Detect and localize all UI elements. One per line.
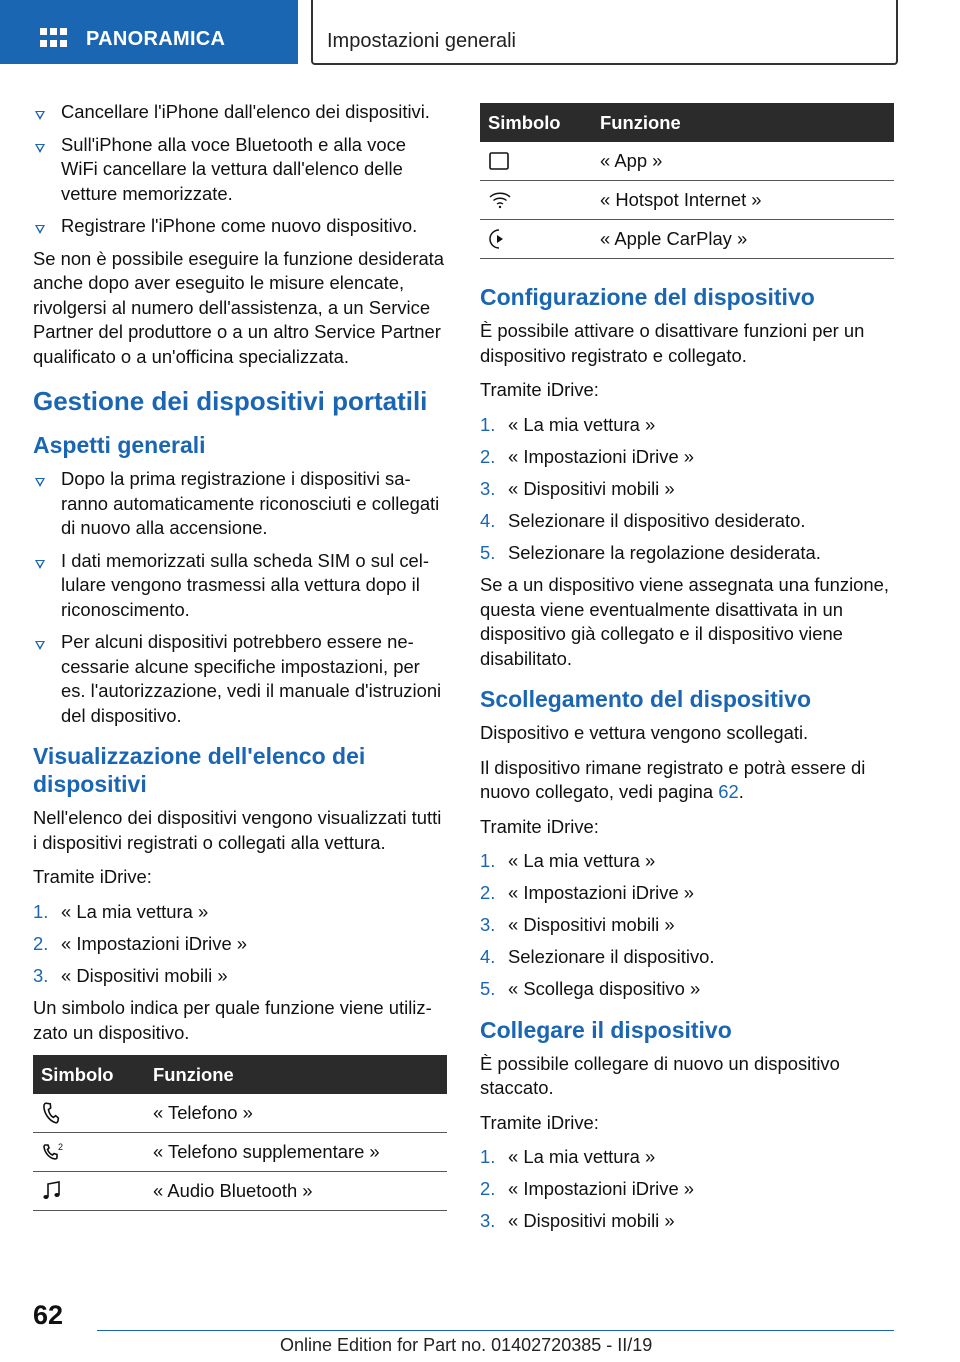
list-item: 1. « La mia vettura » xyxy=(480,850,656,871)
table-row xyxy=(33,1133,447,1172)
configuration-paragraph: È possibile attivare o disattivare funzioni per un dispositivo registrato e collegato. xyxy=(480,320,865,366)
function-cell: « Telefono » xyxy=(149,1094,447,1133)
list-item: 1. « La mia vettura » xyxy=(33,900,209,922)
list-item: 3. « Dispositivi mobili » xyxy=(480,477,675,499)
subheading-connect: Collegare il dispositivo xyxy=(480,1016,732,1043)
wifi-icon xyxy=(480,181,596,220)
section-heading: Gestione dei dispositivi portatili xyxy=(33,386,428,416)
list-item: 3. « Dispositivi mobili » xyxy=(480,1210,675,1231)
list-item: 2. « Impostazioni iDrive » xyxy=(33,932,248,954)
triangle-bullet-icon xyxy=(35,641,45,650)
disconnect-paragraph: Dispositivo e vettura vengono scollegati. xyxy=(480,722,809,743)
list-item: 1. « La mia vettura » xyxy=(480,1146,656,1167)
list-item: Sull'iPhone alla voce Bluetooth e alla voce WiFi cancellare la vettura dall'elenco delle vetture memorizzate. xyxy=(33,133,447,207)
overview-nav-button[interactable] xyxy=(0,0,298,64)
subheading-general: Aspetti generali xyxy=(33,432,206,458)
disconnect-reference-paragraph: Il dispositivo rimane registrato e potrà essere di nuovo collegato, vedi pagina 62. xyxy=(480,756,866,802)
triangle-bullet-icon xyxy=(35,111,45,120)
list-item: 5. Selezionare la regolazione desiderata. xyxy=(480,541,821,563)
left-column xyxy=(33,100,447,1211)
app-icon xyxy=(480,142,596,181)
via-idrive-label: Tramite iDrive: xyxy=(33,866,152,887)
list-item: 2. « Impostazioni iDrive » xyxy=(480,882,695,903)
svg-text:2: 2 xyxy=(58,1142,64,1152)
symbol-table-right xyxy=(480,103,894,259)
page-number: 62 xyxy=(33,1300,64,1330)
via-idrive-label: Tramite iDrive: xyxy=(480,815,599,837)
disconnect-steps xyxy=(480,849,894,1002)
list-item: Dopo la prima registrazione i dispositivi saranno automaticamente riconosciuti e collegati di nuovo alla accensione. xyxy=(33,467,447,541)
table-row xyxy=(480,220,894,259)
via-idrive-label: Tramite iDrive: xyxy=(480,1111,599,1133)
footer-edition: Online Edition for Part no. 01402720385 - II/19 xyxy=(280,1335,653,1355)
triangle-bullet-icon xyxy=(35,478,45,487)
intro-paragraph: Se non è possibile eseguire la funzione desiderata anche dopo aver eseguito le misure elencate, rivolgersi al numero dell'assistenza, a un Service Partner del produttore o a un altro Service Partner qualificato o a un'officina specializzata. xyxy=(33,247,445,367)
via-idrive-label: Tramite iDrive: xyxy=(480,379,599,400)
table-row xyxy=(480,142,894,181)
list-item: 2. « Impostazioni iDrive » xyxy=(480,445,695,467)
device-list-paragraph: Nell'elenco dei dispositivi vengono visualizzati tutti i dispositivi registrati o collegati alla vettura. xyxy=(33,807,442,853)
subheading-configuration: Configurazione del dispositivo xyxy=(480,284,815,310)
grid-menu-icon xyxy=(40,28,68,50)
list-item: Registrare l'iPhone come nuovo dispositivo. xyxy=(33,214,447,239)
function-cell: « Hotspot Internet » xyxy=(596,181,894,220)
section-title-box xyxy=(311,0,898,65)
list-item: 4. Selezionare il dispositivo. xyxy=(480,946,715,967)
list-item: Cancellare l'iPhone dall'elenco dei dispositivi. xyxy=(33,100,447,125)
phone-2-icon xyxy=(33,1133,149,1172)
configuration-note: Se a un dispositivo viene assegnata una funzione, questa viene eventualmente disattivata in un dispositivo già collegato e il dispositivo viene disabilitato. xyxy=(480,574,889,669)
list-item: 5. « Scollega dispositivo » xyxy=(480,978,701,999)
connect-steps xyxy=(480,1145,894,1234)
list-item: Per alcuni dispositivi potrebbero essere necessarie alcune specifiche impostazioni, per es. l'autorizzazione, vedi il manuale d'istruzioni del dispositivo. xyxy=(33,630,447,728)
list-item: 2. « Impostazioni iDrive » xyxy=(480,1178,695,1199)
triangle-bullet-icon xyxy=(35,225,45,234)
right-column xyxy=(480,103,894,1242)
list-item: I dati memorizzati sulla scheda SIM o sul cellulare vengono trasmessi alla vettura dopo il riconoscimento. xyxy=(33,549,447,623)
connect-paragraph: È possibile collegare di nuovo un dispositivo staccato. xyxy=(480,1052,840,1098)
list-item: 4. Selezionare il dispositivo desiderato. xyxy=(480,509,806,531)
carplay-icon xyxy=(480,220,596,259)
intro-bullet-list xyxy=(33,100,447,239)
section-title: Impostazioni generali xyxy=(327,30,516,52)
table-header-function: Funzione xyxy=(596,103,894,142)
music-note-icon xyxy=(33,1172,149,1211)
general-bullet-list xyxy=(33,467,447,728)
table-header-function: Funzione xyxy=(149,1055,447,1094)
function-cell: « Audio Bluetooth » xyxy=(149,1172,447,1211)
function-cell: « Apple CarPlay » xyxy=(596,220,894,259)
list-item: 3. « Dispositivi mobili » xyxy=(33,964,228,986)
page-header xyxy=(0,0,960,66)
table-row xyxy=(480,181,894,220)
table-row xyxy=(33,1094,447,1133)
configuration-steps xyxy=(480,413,894,566)
function-cell: « App » xyxy=(596,142,894,181)
table-row xyxy=(33,1172,447,1211)
phone-icon xyxy=(33,1094,149,1133)
device-list-steps xyxy=(33,900,447,989)
subheading-disconnect: Scollegamento del dispositivo xyxy=(480,686,812,712)
page-reference-link[interactable]: 62 xyxy=(718,781,739,802)
table-header-symbol: Simbolo xyxy=(33,1055,149,1094)
function-cell: « Telefono supplementare » xyxy=(149,1133,447,1172)
table-header-symbol: Simbolo xyxy=(480,103,596,142)
list-item: 3. « Dispositivi mobili » xyxy=(480,914,675,935)
subheading-device-list: Visualizzazione dell'elenco dei dispositivi xyxy=(33,743,366,797)
symbol-table-left xyxy=(33,1055,447,1211)
triangle-bullet-icon xyxy=(35,144,45,153)
footer-divider xyxy=(97,1330,894,1331)
overview-nav-label: PANORAMICA xyxy=(86,28,226,50)
symbol-paragraph: Un simbolo indica per quale funzione viene utilizzato un dispositivo. xyxy=(33,997,432,1043)
triangle-bullet-icon xyxy=(35,560,45,569)
list-item: 1. « La mia vettura » xyxy=(480,413,656,435)
